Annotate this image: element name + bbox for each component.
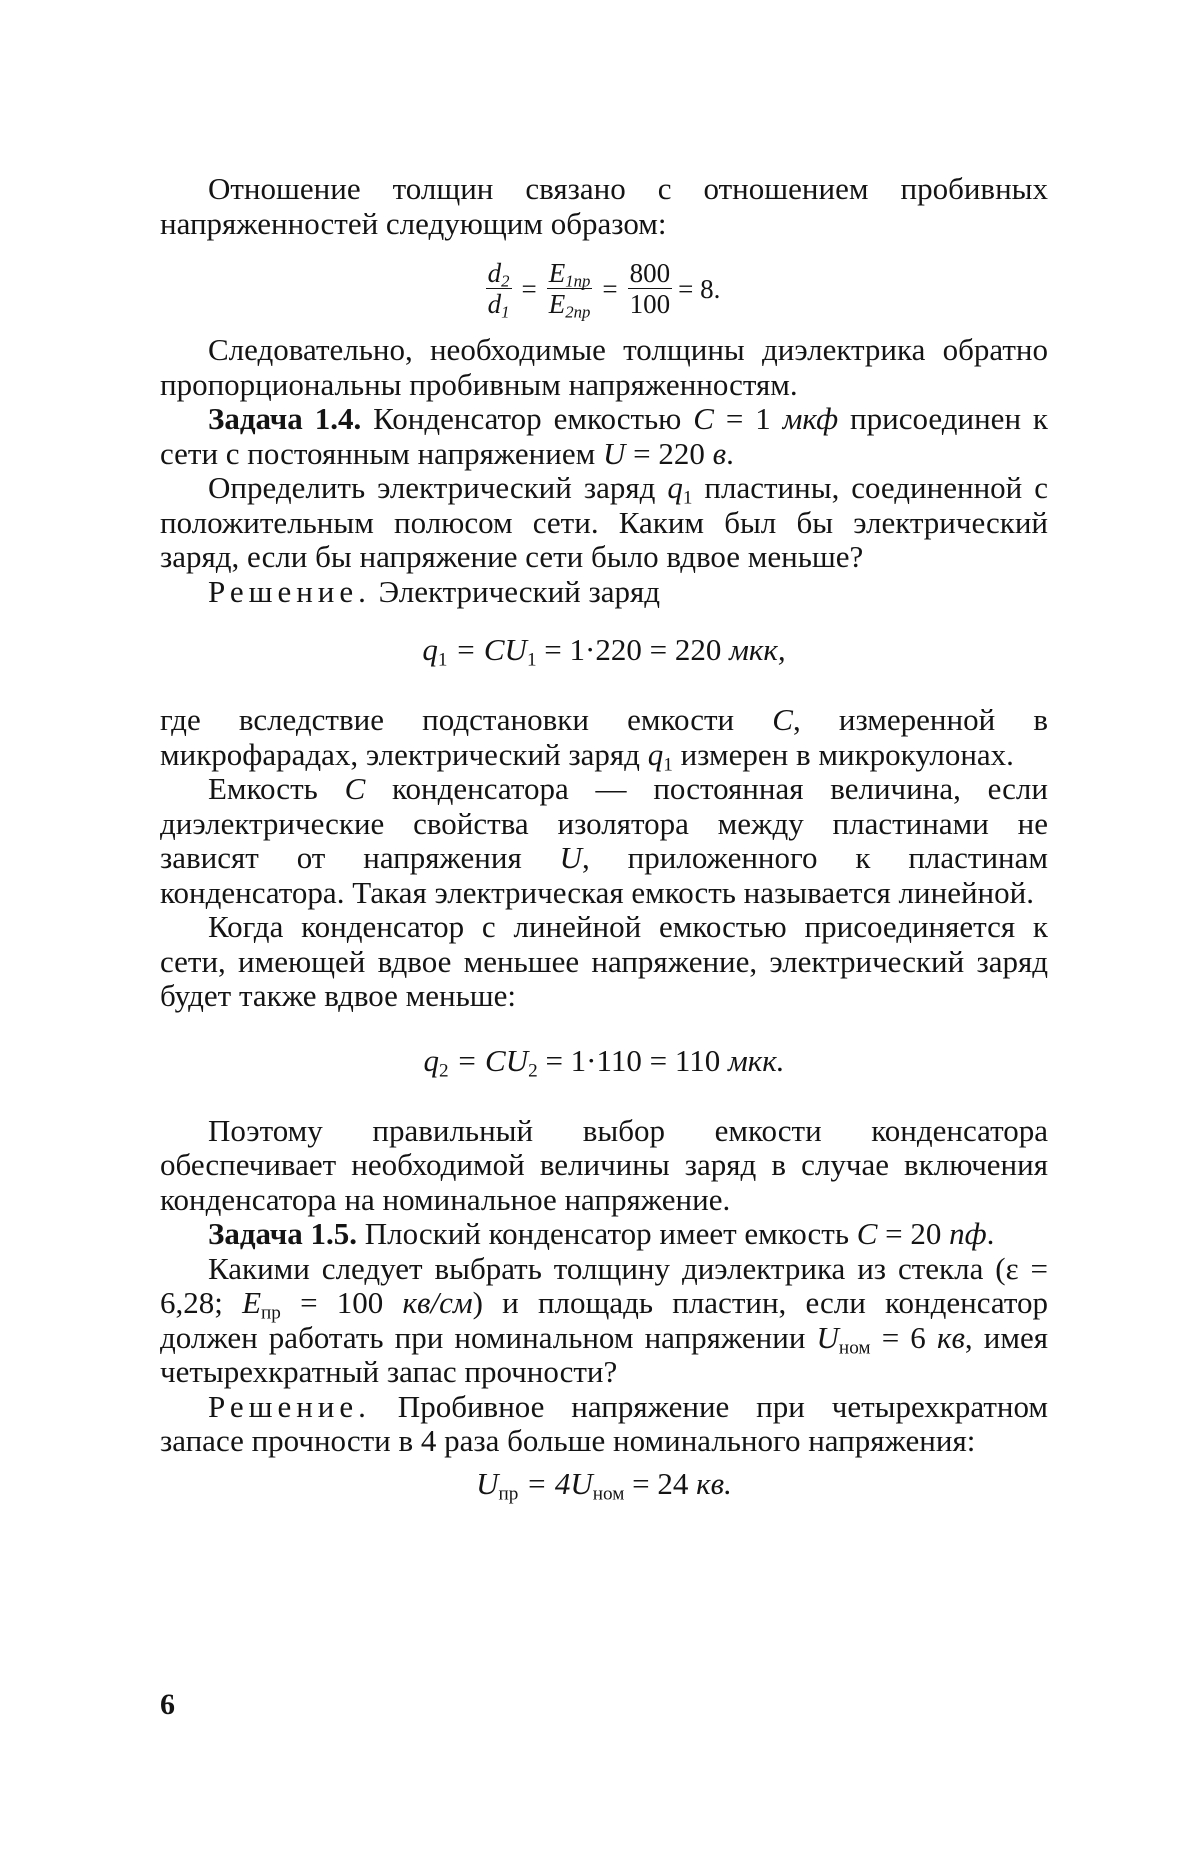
book-page <box>0 0 1200 1858</box>
equation-breakdown-voltage: Uпр = 4Uном = 24 кв. <box>160 1467 1048 1501</box>
task-1-5: Задача 1.5. Плоский конденсатор имеет емкость C = 20 пф. <box>160 1217 1048 1252</box>
paragraph-determine: Определить электрический заряд q1 пластины, соединенной с положительным полюсом сети. Каким был бы электрический заряд, если бы напряжение сети было вдвое меньше? <box>160 471 1048 575</box>
equation-thickness-ratio: d2 d1 = E1пр E2пр = 800 100 = 8. <box>160 255 1048 319</box>
solution-1-5: Решение. Пробивное напряжение при четырехкратном запасе прочности в 4 раза больше номинального напряжения: <box>160 1390 1048 1459</box>
fraction-d2-d1: d2 d1 <box>486 258 512 319</box>
page-number: 6 <box>160 1688 175 1722</box>
paragraph-which: Какими следует выбрать толщину диэлектрика из стекла (ε = 6,28; Eпр = 100 кв/см) и площадь пластин, если конденсатор должен работать при номинальном напряжении Uном = 6 кв, имея четырехкратный запас прочности? <box>160 1252 1048 1390</box>
task-1-4: Задача 1.4. Конденсатор емкостью C = 1 мкф присоединен к сети с постоянным напряжением U = 220 в. <box>160 402 1048 471</box>
paragraph-when: Когда конденсатор с линейной емкостью присоединяется к сети, имеющей вдвое меньшее напряжение, электрический заряд будет также вдвое меньше: <box>160 910 1048 1014</box>
paragraph-therefore: Поэтому правильный выбор емкости конденсатора обеспечивает необходимой величины заряд в случае включения конденсатора на номинальное напряжение. <box>160 1114 1048 1218</box>
paragraph-intro: Отношение толщин связано с отношением пробивных напряженностей следующим образом: <box>160 172 1048 241</box>
paragraph-capacity: Емкость C конденсатора — постоянная величина, если диэлектрические свойства изолятора между пластинами не зависят от напряжения U, приложенного к пластинам конденсатора. Такая электрическая емкость называется линейной. <box>160 772 1048 910</box>
solution-1-4: Решение. Электрический заряд <box>160 575 1048 610</box>
paragraph-where: где вследствие подстановки емкости C, измеренной в микрофарадах, электрический заряд q1 измерен в микрокулонах. <box>160 703 1048 772</box>
fraction-e1-e2: E1пр E2пр <box>547 258 593 319</box>
equation-charge-q2: q2 = CU2 = 1·110 = 110 мкк. <box>160 1044 1048 1078</box>
text-column <box>160 172 1048 1501</box>
paragraph-consequently: Следовательно, необходимые толщины диэлектрика обратно пропорциональны пробивным напряженностям. <box>160 333 1048 402</box>
fraction-800-100: 800 100 <box>628 258 673 319</box>
equation-charge-q1: q1 = CU1 = 1·220 = 220 мкк, <box>160 633 1048 667</box>
